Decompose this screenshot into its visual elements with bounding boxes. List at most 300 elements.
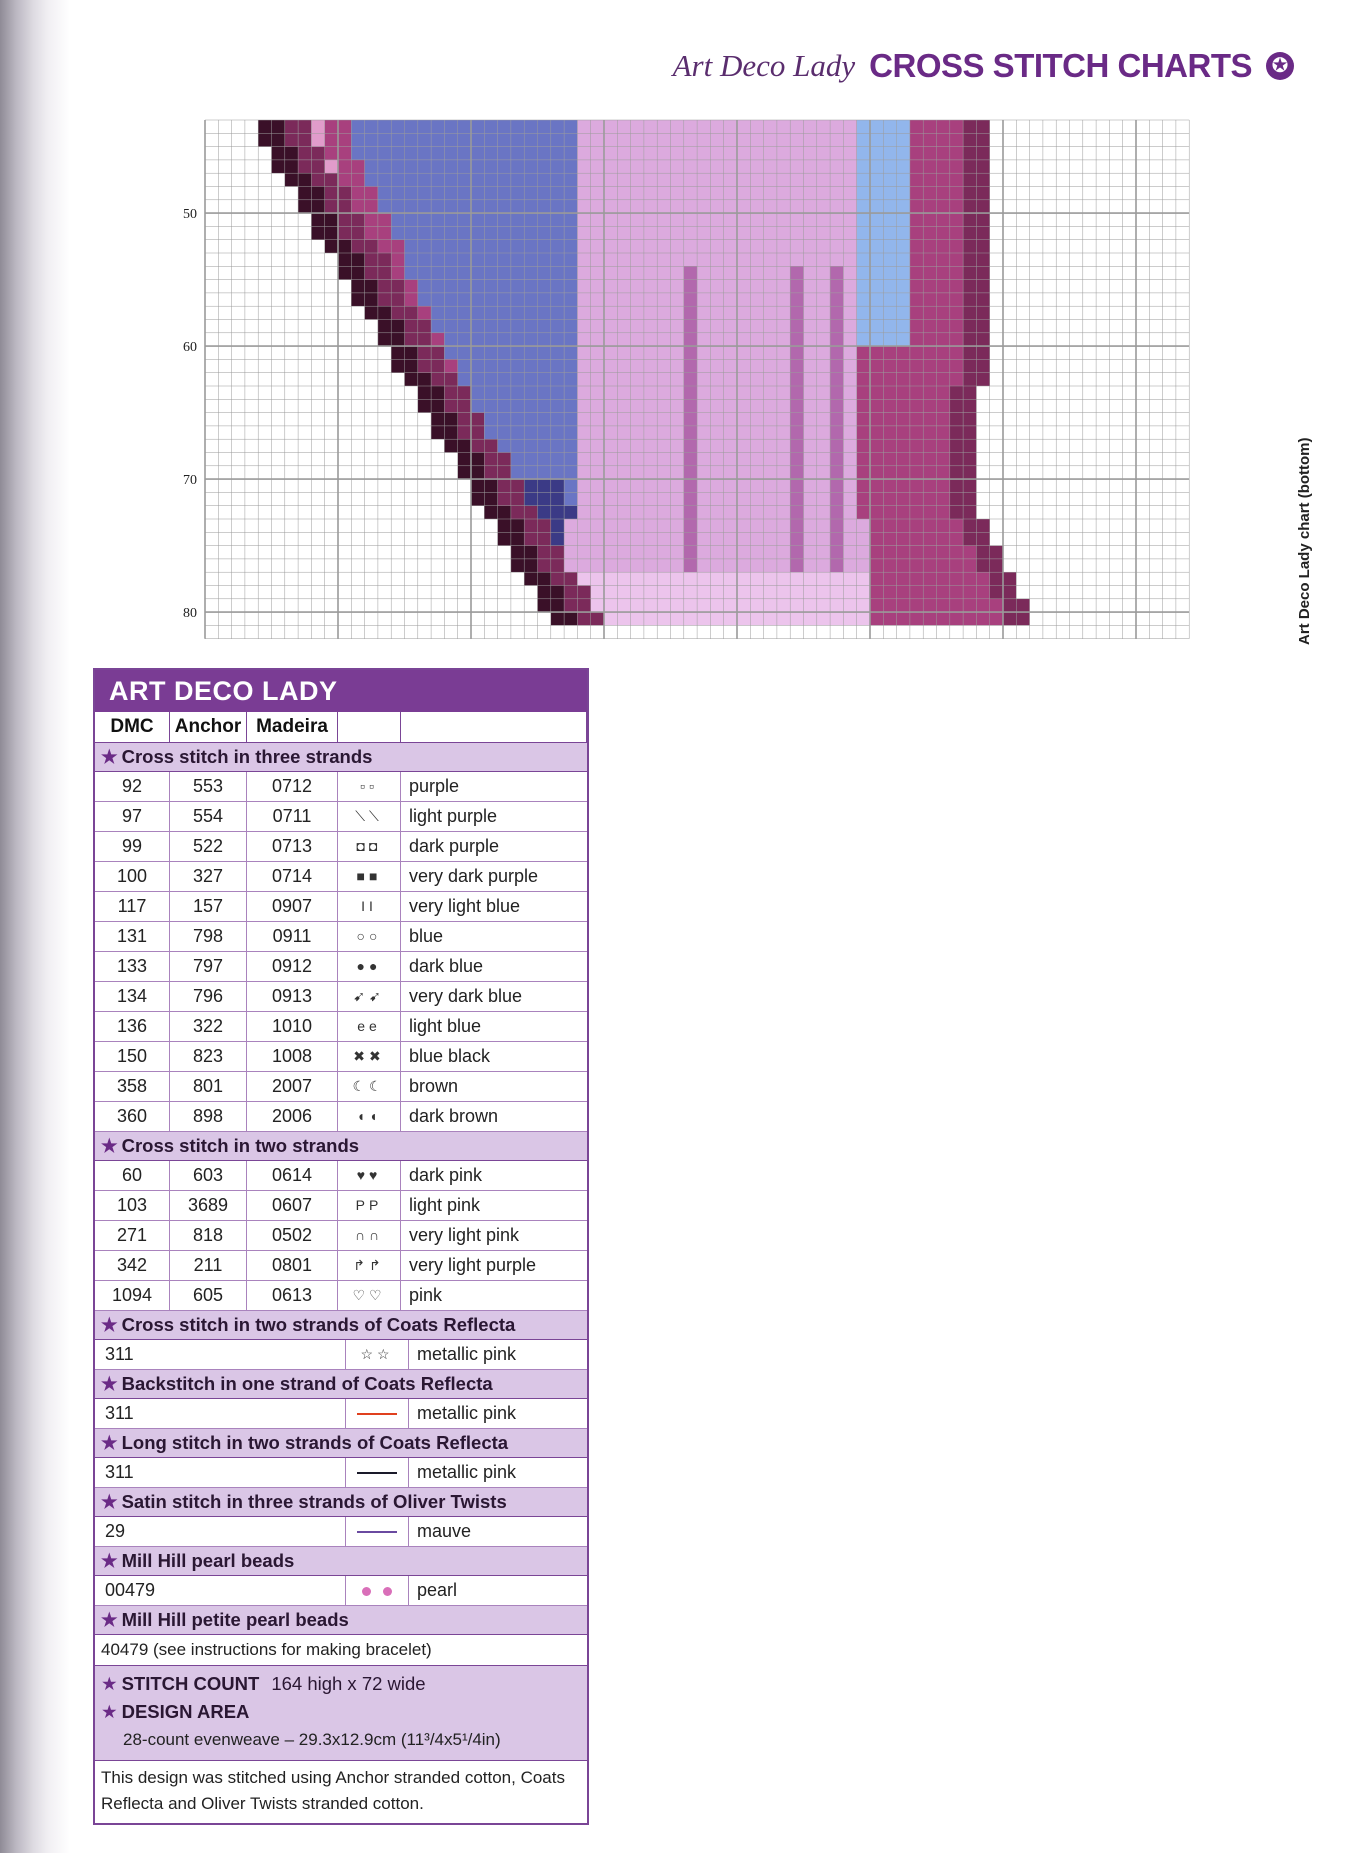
stitch-cell [484,240,497,253]
stitch-cell [524,426,537,439]
stitch-cell [804,479,817,492]
stitch-cell [963,187,976,200]
stitch-cell [750,133,763,146]
stitch-cell [724,479,737,492]
stitch-cell [897,546,910,559]
stitch-cell [338,253,351,266]
stitch-cell [697,320,710,333]
stitch-cell [511,346,524,359]
stitch-cell [551,120,564,133]
stitch-cell [710,479,723,492]
stitch-cell [644,453,657,466]
stitch-cell [471,200,484,213]
stitch-cell [857,280,870,293]
stitch-cell [923,559,936,572]
stitch-cell [391,320,404,333]
stitch-cell [471,293,484,306]
stitch-cell [285,160,298,173]
stitch-cell [471,399,484,412]
stitch-cell [617,187,630,200]
stitch-cell [910,240,923,253]
stitch-cell [777,226,790,239]
stitch-cell [631,359,644,372]
stitch-cell [963,280,976,293]
stitch-cell [617,200,630,213]
stitch-cell [950,160,963,173]
stitch-cell [644,426,657,439]
stitch-symbol-icon: ○○ [338,922,401,951]
stitch-cell [564,373,577,386]
stitch-cell [471,160,484,173]
stitch-cell [950,200,963,213]
stitch-cell [644,293,657,306]
stitch-cell [484,320,497,333]
stitch-cell [551,240,564,253]
stitch-cell [870,147,883,160]
stitch-cell [804,386,817,399]
stitch-cell [883,586,896,599]
stitch-cell [843,586,856,599]
stitch-symbol-icon: ♡♡ [338,1281,401,1310]
stitch-cell [644,120,657,133]
stitch-cell [298,173,311,186]
stitch-cell [843,187,856,200]
stitch-cell [843,280,856,293]
stitch-cell [351,187,364,200]
stitch-cell [591,306,604,319]
stitch-cell [830,492,843,505]
stitch-cell [378,280,391,293]
stitch-cell [857,253,870,266]
thread-code: 311 [95,1399,346,1428]
stitch-cell [431,399,444,412]
stitch-cell [591,453,604,466]
stitch-cell [431,373,444,386]
stitch-cell [418,120,431,133]
stitch-cell [285,147,298,160]
stitch-cell [471,453,484,466]
stitch-cell [857,413,870,426]
stitch-cell [471,306,484,319]
anchor-code: 211 [170,1251,247,1280]
stitch-cell [950,240,963,253]
stitch-cell [724,147,737,160]
stitch-cell [790,572,803,585]
stitch-cell [697,413,710,426]
thread-row [95,1191,587,1221]
stitch-cell [657,599,670,612]
stitch-cell [790,240,803,253]
stitch-cell [817,399,830,412]
stitch-cell [737,386,750,399]
anchor-code: 522 [170,832,247,861]
stitch-cell [990,546,1003,559]
stitch-cell [604,399,617,412]
stitch-cell [976,586,989,599]
stitch-cell [644,492,657,505]
thread-row [95,1340,587,1370]
dmc-code: 117 [95,892,170,921]
stitch-cell [950,306,963,319]
stitch-cell [511,293,524,306]
key-header-row [95,712,587,743]
stitch-symbol-icon: ▫▫ [338,772,401,801]
stitch-cell [843,439,856,452]
stitch-cell [498,519,511,532]
stitch-cell [564,200,577,213]
stitch-cell [976,280,989,293]
stitch-cell [431,226,444,239]
stitch-cell [524,187,537,200]
stitch-cell [631,466,644,479]
thread-row [95,1517,587,1547]
stitch-cell [777,320,790,333]
stitch-cell [804,586,817,599]
stitch-cell [910,532,923,545]
stitch-cell [870,546,883,559]
stitch-cell [950,399,963,412]
stitch-cell [591,173,604,186]
stitch-cell [524,399,537,412]
stitch-cell [857,147,870,160]
stitch-cell [631,599,644,612]
stitch-cell [897,479,910,492]
colour-name: pearl [417,1580,458,1600]
stitch-cell [604,293,617,306]
stitch-cell [830,147,843,160]
stitch-cell [737,612,750,625]
stitch-cell [697,120,710,133]
stitch-cell [538,373,551,386]
stitch-cell [458,173,471,186]
stitch-cell [431,346,444,359]
stitch-cell [524,453,537,466]
stitch-cell [857,559,870,572]
stitch-cell [272,120,285,133]
stitch-cell [910,320,923,333]
stitch-cell [631,439,644,452]
stitch-cell [577,506,590,519]
stitch-cell [737,320,750,333]
stitch-cell [684,173,697,186]
stitch-cell [976,359,989,372]
stitch-cell [564,532,577,545]
stitch-cell [750,320,763,333]
stitch-cell [790,466,803,479]
stitch-cell [671,532,684,545]
stitch-cell [857,173,870,186]
stitch-cell [923,333,936,346]
stitch-cell [923,173,936,186]
stitch-cell [444,386,457,399]
key-body [95,743,587,1606]
stitch-cell [325,213,338,226]
stitch-cell [790,426,803,439]
stitch-cell [311,147,324,160]
madeira-code: 0912 [247,952,338,981]
stitch-cell [604,559,617,572]
colour-name: very dark purple [409,866,539,886]
stitch-cell [657,532,670,545]
stitch-cell [777,492,790,505]
stitch-cell [604,266,617,279]
stitch-cell [804,133,817,146]
stitch-cell [724,200,737,213]
thread-row [95,1458,587,1488]
stitch-cell [830,532,843,545]
stitch-cell [897,280,910,293]
stitch-cell [990,586,1003,599]
stitch-cell [498,240,511,253]
stitch-cell [657,466,670,479]
stitch-cell [604,546,617,559]
stitch-cell [458,293,471,306]
stitch-cell [883,599,896,612]
stitch-cell [804,120,817,133]
stitch-cell [750,532,763,545]
stitch-cell [285,173,298,186]
colour-name: dark blue [409,956,484,976]
stitch-cell [444,173,457,186]
stitch-cell [976,612,989,625]
stitch-cell [604,453,617,466]
stitch-cell [631,373,644,386]
stitch-line-icon [357,1413,397,1415]
stitch-cell [937,399,950,412]
stitch-cell [923,213,936,226]
stitch-cell [897,226,910,239]
stitch-cell [937,466,950,479]
stitch-cell [551,293,564,306]
stitch-cell [843,359,856,372]
stitch-cell [950,599,963,612]
stitch-cell [604,612,617,625]
stitch-cell [631,253,644,266]
stitch-cell [564,240,577,253]
section-title: CROSS STITCH CHARTS [869,47,1252,84]
stitch-cell [631,147,644,160]
col-dmc: DMC [95,712,170,742]
anchor-code: 898 [170,1102,247,1131]
stitch-cell [524,346,537,359]
stitch-cell [764,187,777,200]
stitch-cell [750,160,763,173]
stitch-symbol-icon: ✖✖ [338,1042,401,1071]
stitch-cell [684,559,697,572]
stitch-cell [391,346,404,359]
stitch-cell [498,346,511,359]
stitch-cell [737,599,750,612]
stitch-cell [777,546,790,559]
stitch-cell [671,612,684,625]
stitch-cell [817,293,830,306]
stitch-cell [804,413,817,426]
stitch-cell [883,519,896,532]
section-heading-text: Long stitch in two strands of Coats Reflecta [121,1432,509,1453]
petite-heading-text: Mill Hill petite pearl beads [121,1609,349,1630]
stitch-cell [870,453,883,466]
stitch-symbol-icon [346,1517,409,1546]
stitch-cell [843,133,856,146]
stitch-cell [671,399,684,412]
stitch-cell [830,599,843,612]
stitch-cell [897,532,910,545]
stitch-cell [777,453,790,466]
star-icon: ★ [101,746,118,767]
stitch-cell [551,373,564,386]
stitch-cell [524,120,537,133]
stitch-cell [737,213,750,226]
stitch-cell [910,173,923,186]
stitch-cell [817,599,830,612]
stitch-cell [538,586,551,599]
stitch-cell [870,426,883,439]
stitch-cell [551,386,564,399]
stitch-symbol-icon: ☾☾ [338,1072,401,1101]
stitch-cell [830,359,843,372]
stitch-cell [524,572,537,585]
madeira-code: 0614 [247,1161,338,1190]
stitch-cell [671,359,684,372]
stitch-cell [657,266,670,279]
stitch-cell [511,200,524,213]
stitch-cell [857,586,870,599]
stitch-cell [405,359,418,372]
stitch-cell [644,266,657,279]
stitch-cell [471,147,484,160]
stitch-cell [564,213,577,226]
stitch-cell [551,439,564,452]
stitch-cell [631,280,644,293]
stitch-cell [870,399,883,412]
stitch-cell [790,612,803,625]
stitch-cell [498,226,511,239]
star-icon: ★ [101,1550,118,1571]
stitch-cell [484,213,497,226]
stitch-cell [857,399,870,412]
stitch-cell [710,559,723,572]
stitch-cell [724,240,737,253]
stitch-cell [963,479,976,492]
stitch-cell [870,439,883,452]
stitch-cell [657,492,670,505]
stitch-cell [551,333,564,346]
stitch-cell [817,532,830,545]
stitch-cell [551,147,564,160]
stitch-cell [591,133,604,146]
stitch-cell [750,359,763,372]
stitch-symbol-icon: ●● [338,952,401,981]
stitch-cell [857,213,870,226]
stitch-cell [538,479,551,492]
stitch-cell [458,373,471,386]
stitch-cell [710,399,723,412]
stitch-cell [843,333,856,346]
section-heading [95,1547,587,1576]
stitch-cell [644,280,657,293]
dmc-code: 360 [95,1102,170,1131]
stitch-cell [657,253,670,266]
stitch-cell [538,120,551,133]
stitch-cell [804,506,817,519]
stitch-cell [418,306,431,319]
stitch-cell [843,373,856,386]
stitch-cell [963,306,976,319]
stitch-cell [963,546,976,559]
stitch-cell [484,439,497,452]
stitch-cell [697,187,710,200]
stitch-cell [538,599,551,612]
stitch-cell [405,293,418,306]
stitch-cell [963,453,976,466]
stitch-cell [564,147,577,160]
stitch-cell [976,213,989,226]
stitch-cell [564,133,577,146]
stitch-cell [391,359,404,372]
stitch-cell [923,280,936,293]
stitch-cell [511,453,524,466]
stitch-cell [790,413,803,426]
stitch-cell [604,359,617,372]
stitch-cell [830,479,843,492]
stitch-cell [910,120,923,133]
stitch-cell [923,293,936,306]
stitch-cell [657,240,670,253]
stitch-cell [484,187,497,200]
stitch-cell [551,399,564,412]
stitch-cell [311,187,324,200]
stitch-cell [644,320,657,333]
stitch-cell [591,519,604,532]
stitch-cell [498,266,511,279]
stitch-cell [963,133,976,146]
stitch-cell [790,359,803,372]
stitch-cell [604,200,617,213]
stitch-cell [325,226,338,239]
stitch-cell [777,506,790,519]
stitch-cell [923,426,936,439]
stitch-cell [671,226,684,239]
stitch-cell [843,572,856,585]
stitch-cell [857,492,870,505]
stitch-cell [591,213,604,226]
stitch-cell [577,240,590,253]
stitch-cell [631,160,644,173]
madeira-code: 1010 [247,1012,338,1041]
stitch-cell [657,173,670,186]
stitch-cell [617,386,630,399]
stitch-cell [817,240,830,253]
stitch-cell [591,466,604,479]
stitch-cell [724,187,737,200]
stitch-cell [764,532,777,545]
stitch-cell [684,612,697,625]
stitch-cell [910,386,923,399]
stitch-cell [684,546,697,559]
stitch-cell [937,506,950,519]
stitch-cell [790,599,803,612]
stitch-cell [870,519,883,532]
stitch-cell [764,413,777,426]
stitch-cell [976,559,989,572]
stitch-cell [937,333,950,346]
stitch-cell [378,306,391,319]
stitch-cell [857,346,870,359]
stitch-cell [444,133,457,146]
stitch-cell [923,519,936,532]
stitch-cell [883,173,896,186]
stitch-cell [604,572,617,585]
